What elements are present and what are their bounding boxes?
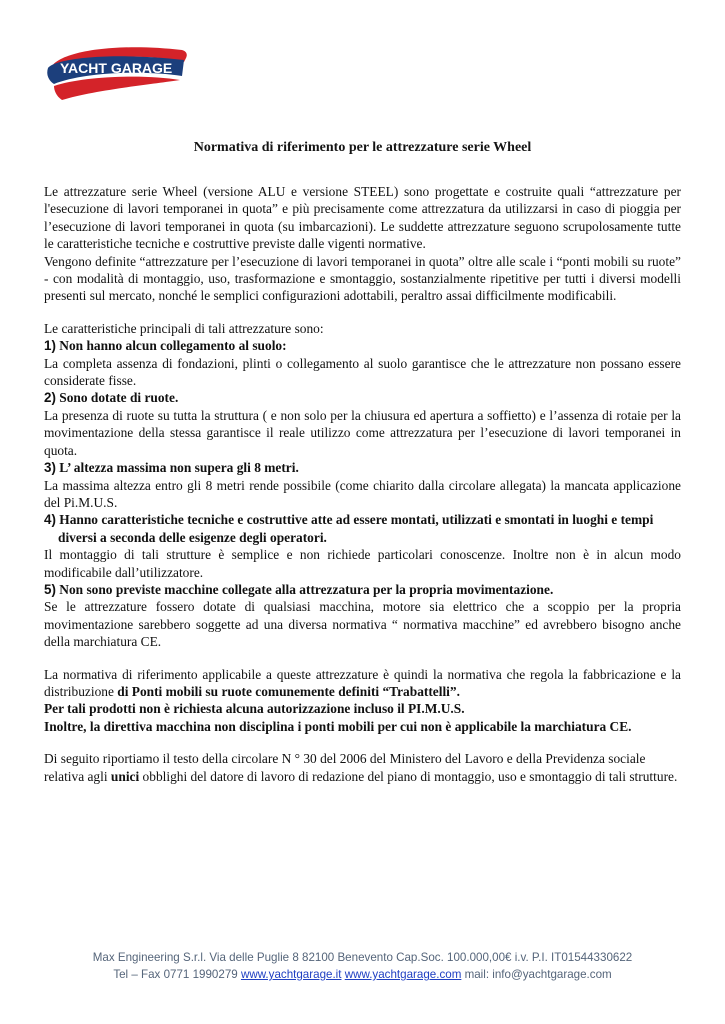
document-body <box>44 183 681 785</box>
feature-heading-5: 5) Non sono previste macchine collegate alla attrezzatura per la propria movimentazione. <box>44 581 554 597</box>
intro-paragraph-2: Vengono definite “attrezzature per l’esecuzione di lavori temporanei in quota” oltre alle scale i “ponti mobili su ruote” - con modalità di montaggio, uso, trasformazione e smontaggio, sostanzialmente ripetitive per tutti i diversi modelli presenti sul mercato, nonché le semplici configurazioni adottabili, peraltro assai difficilmente modificabili. <box>44 253 681 304</box>
page-title: Normativa di riferimento per le attrezzature serie Wheel <box>193 140 532 155</box>
features-lead: Le caratteristiche principali di tali attrezzature sono: <box>44 320 324 336</box>
yacht-garage-logo <box>44 40 194 106</box>
reference-ce-line: Inoltre, la direttiva macchina non disciplina i ponti mobili per cui non è applicabile la marchiatura CE. <box>44 718 632 734</box>
website-link-it[interactable]: www.yachtgarage.it <box>240 968 342 981</box>
footer-company-line: Max Engineering S.r.l. Via delle Puglie 8 82100 Benevento Cap.Soc. 100.000,00€ i.v. P.I. IT01544330622 <box>92 951 633 964</box>
reference-paragraph: La normativa di riferimento applicabile a queste attrezzature è quindi la normativa che regola la fabbricazione e la distribuzione di Ponti mobili su ruote comunemente definiti “Trabattelli”. <box>44 666 681 699</box>
feature-heading-4: 4) Hanno caratteristiche tecniche e costruttive atte ad essere montati, utilizzati e smontati in luoghi e tempi diversi a seconda delle esigenze degli operatori. <box>44 512 654 545</box>
feature-text-5: Se le attrezzature fossero dotate di qualsiasi macchina, motore sia elettrico che a scoppio per la propria movimentazione sarebbero soggette ad una diversa normativa “ normativa macchine” ed avrebbero bisogno anche della marchiatura CE. <box>44 599 681 650</box>
feature-text-2: La presenza di ruote su tutta la struttura ( e non solo per la chiusura ed apertura a soffietto) e l’assenza di rotaie per la movimentazione della stessa garantisce il reale utilizzo come attrezzatura per l’esecuzione di lavori temporanei in quota. <box>44 407 681 458</box>
feature-text-4: Il montaggio di tali strutture è semplice e non richiede particolari conoscenze. Inoltre non è in alcun modo modificabile dall’utilizzatore. <box>44 547 681 580</box>
feature-heading-2: 2) Sono dotate di ruote. <box>44 390 179 406</box>
feature-heading-1: 1) Non hanno alcun collegamento al suolo: <box>44 338 287 354</box>
logo-swoosh-graphic <box>44 40 194 106</box>
reference-pimus-line: Per tali prodotti non è richiesta alcuna autorizzazione incluso il PI.M.U.S. <box>44 701 465 717</box>
footer-contact-line: Tel – Fax 0771 1990279 www.yachtgarage.it www.yachtgarage.com mail: info@yachtgarage.com <box>113 968 612 981</box>
closing-paragraph: Di seguito riportiamo il testo della circolare N ° 30 del 2006 del Ministero del Lavoro e della Previdenza sociale relativa agli unici obblighi del datore di lavoro di redazione del piano di montaggio, uso e smontaggio di tali strutture. <box>44 751 678 784</box>
feature-heading-3: 3) L’ altezza massima non supera gli 8 metri. <box>44 460 299 476</box>
website-link-com[interactable]: www.yachtgarage.com <box>344 968 462 981</box>
page-footer <box>0 949 725 983</box>
logo-text: YACHT GARAGE <box>60 60 173 76</box>
feature-text-1: La completa assenza di fondazioni, plinti o collegamento al suolo garantisce che le attrezzature non possano essere considerate fisse. <box>44 355 681 389</box>
logo-lower-swoosh <box>54 77 180 100</box>
feature-text-3: La massima altezza entro gli 8 metri rende possibile (come chiarito dalla circolare allegata) la mancata applicazione del Pi.M.U.S. <box>44 477 681 510</box>
intro-paragraph-1: Le attrezzature serie Wheel (versione ALU e versione STEEL) sono progettate e costruite quali “attrezzature per l'esecuzione di lavori temporanei in quota” e più precisamente come attrezzatura da utilizzarsi in caso di pioggia per l’esecuzione di lavori temporanei in quota (su imbarcazioni). Le suddette attrezzature seguono scrupolosamente tutte le caratteristiche tecniche e costruttive previste dalle vigenti normative. <box>44 184 681 252</box>
